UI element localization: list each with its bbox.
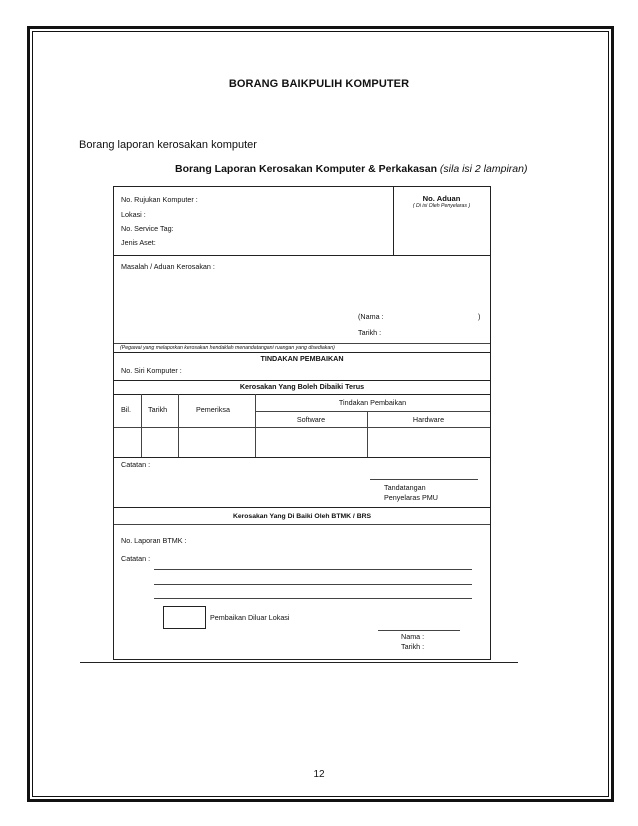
field-service-tag: No. Service Tag: <box>121 224 174 233</box>
repair-form <box>113 186 491 660</box>
section-divider <box>114 255 490 256</box>
form-title-text: Borang Laporan Kerosakan Komputer & Perkakasan <box>175 163 437 175</box>
complaint-label: Masalah / Aduan Kerosakan : <box>121 262 215 271</box>
btmk-catatan-label: Catatan : <box>121 554 151 563</box>
offsite-checkbox <box>163 606 206 629</box>
catatan-line <box>154 569 472 570</box>
section-divider <box>114 507 490 508</box>
section-divider <box>114 524 490 525</box>
tarikh-label: Tarikh : <box>358 328 382 337</box>
final-signature-line <box>378 630 460 631</box>
aduan-label: No. Aduan <box>422 194 461 203</box>
signature-role: Penyelaras PMU <box>384 493 438 502</box>
intro-text: Borang laporan kerosakan komputer <box>79 139 257 151</box>
offsite-label: Pembaikan Diluar Lokasi <box>210 613 290 622</box>
catatan-line <box>154 598 472 599</box>
section-divider <box>114 457 490 458</box>
table-col-divider <box>141 394 142 457</box>
field-location: Lokasi : <box>121 210 146 219</box>
form-title-note: (sila isi 2 lampiran) <box>439 163 528 175</box>
image-bottom-rule <box>80 662 518 663</box>
table-col-divider <box>178 394 179 457</box>
col-tindakan: Tindakan Pembaikan <box>338 398 407 407</box>
col-bil: Bil. <box>121 405 131 414</box>
signature-line <box>370 479 478 480</box>
final-tarikh: Tarikh : <box>401 642 425 651</box>
col-hardware: Hardware <box>412 415 445 424</box>
repair-action-header: TINDAKAN PEMBAIKAN <box>260 354 344 363</box>
section-divider <box>114 343 490 344</box>
btmk-header: Kerosakan Yang Di Baiki Oleh BTMK / BRS <box>232 513 372 520</box>
table-header-divider <box>114 427 490 428</box>
col-tarikh: Tarikh <box>148 405 168 414</box>
field-asset-type: Jenis Aset: <box>121 238 156 247</box>
final-nama: Nama : <box>401 632 425 641</box>
form-title <box>175 163 527 175</box>
page-title: BORANG BAIKPULIH KOMPUTER <box>228 78 410 90</box>
aduan-note: ( Di isi Oleh Penyelaras ) <box>412 203 471 209</box>
btmk-report-label: No. Laporan BTMK : <box>121 536 187 545</box>
col-software: Software <box>296 415 326 424</box>
page-number: 12 <box>313 769 325 780</box>
table-subheader-divider <box>255 411 490 412</box>
serial-label: No. Siri Komputer : <box>121 366 182 375</box>
nama-close: ) <box>478 312 481 321</box>
staff-note: (Pegawai yang melaporkan kerosakan hendaklah menandatangani ruangan yang disediakan) <box>120 345 335 351</box>
field-ref-computer: No. Rujukan Komputer : <box>121 195 198 204</box>
section-divider <box>114 380 490 381</box>
signature-label: Tandatangan <box>384 483 426 492</box>
catatan-line <box>154 584 472 585</box>
direct-repair-header: Kerosakan Yang Boleh Dibaiki Terus <box>239 382 365 391</box>
col-pemeriksa: Pemeriksa <box>196 405 230 414</box>
nama-label: (Nama : <box>358 312 384 321</box>
section-divider <box>114 352 490 353</box>
catatan-label: Catatan : <box>121 460 151 469</box>
section-divider <box>114 394 490 395</box>
